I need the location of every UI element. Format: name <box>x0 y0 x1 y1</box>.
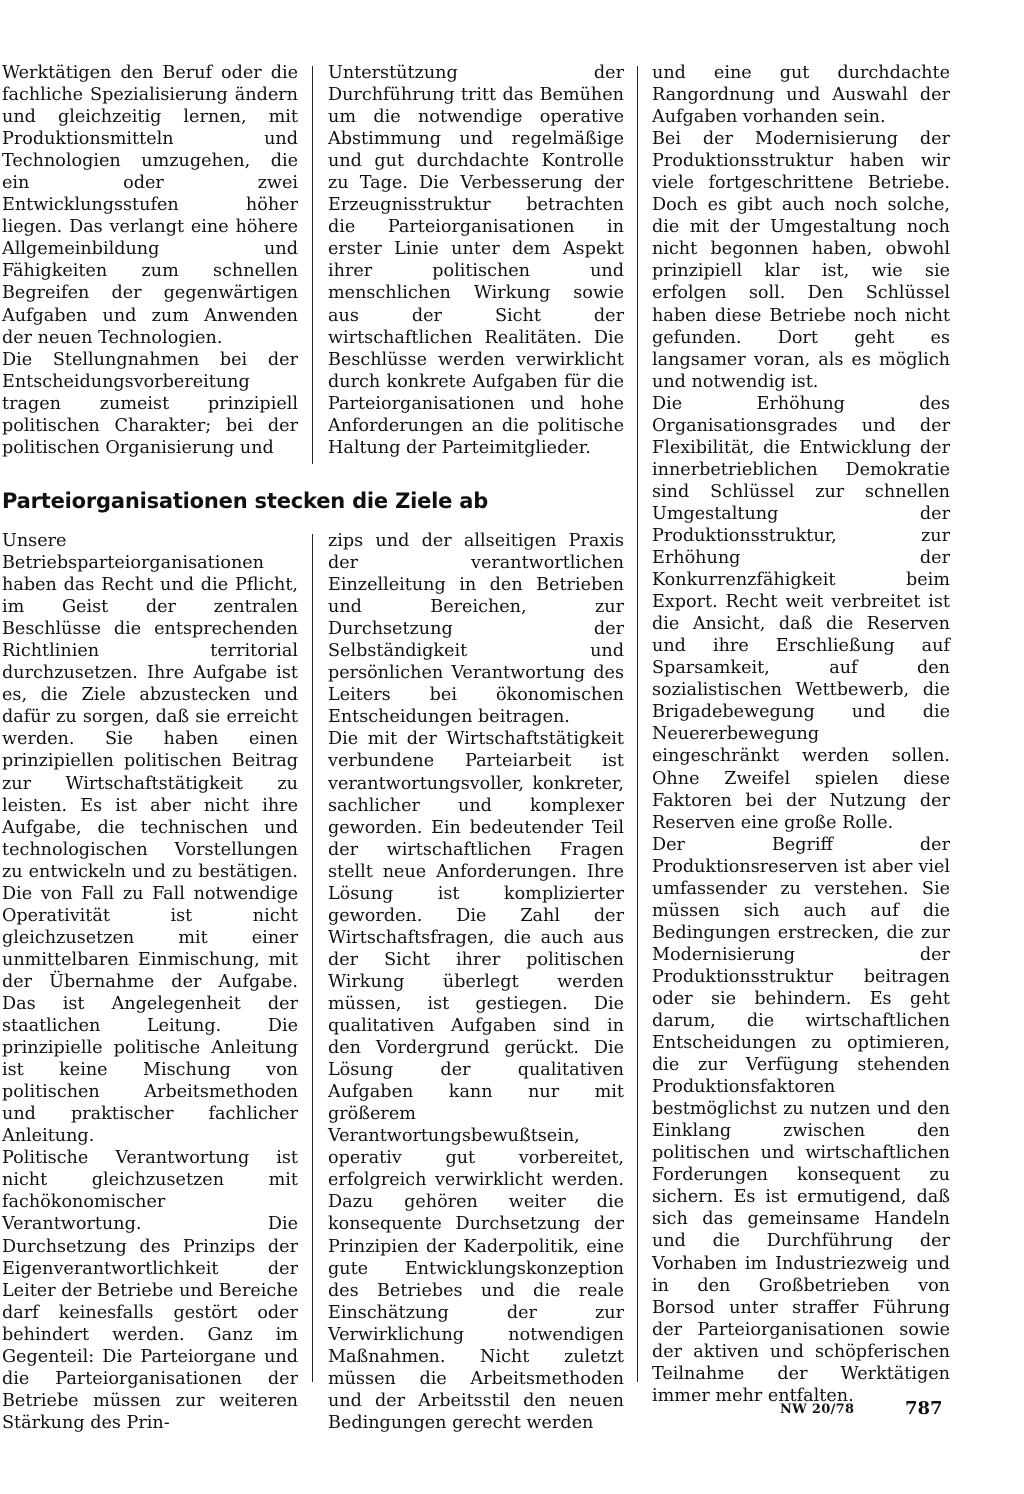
paragraph: Politische Verantwortung ist nicht gleichzusetzen mit fachökonomischer Verantwortung. Die Durchsetzung des Prinzips der Eigenverantwortlichkeit der Leiter der Betriebe und Bereiche darf keinesfalls gestört oder behindert werden. Ganz im Gegenteil: Die Parteiorgane und die Parteiorganisationen der Betriebe müssen zur weiteren Stärkung des Prin- <box>2 1148 298 1433</box>
column-divider <box>312 66 313 464</box>
bottom-left-column <box>2 530 298 1433</box>
journal-issue: NW 20/78 <box>780 1402 855 1417</box>
paragraph: Der Begriff der Produktionsreserven ist aber viel umfassender zu verstehen. Sie müssen sich auch auf die Bedingungen erstrecken, die zur Modernisierung der Produktionsstruktur beitragen oder sie behindern. Es geht darum, die wirtschaftlichen Entscheidungen zu optimieren, die zur Verfügung stehenden Produktionsfaktoren bestmöglichst zu nutzen und den Einklang zwischen den politischen und wirtschaftlichen Forderungen konsequent zu sichern. Es ist ermutigend, daß sich das gemeinsame Handeln und die Durchführung der Vorhaben im Industriezweig und in den Großbetrieben von Borsod unter straffer Führung der Parteiorganisationen sowie der aktiven und schöpferischen Teilnahme der Werktätigen immer mehr entfalten. <box>652 834 950 1406</box>
paragraph: Unsere Betriebsparteiorganisationen haben das Recht und die Pflicht, im Geist der zentralen Beschlüsse die entsprechenden Richtlinien territorial durchzusetzen. Ihre Aufgabe ist es, die Ziele abzustecken und dafür zu sorgen, daß sie erreicht werden. Sie haben einen prinzipiellen politischen Beitrag zur Wirtschaftstätigkeit zu leisten. Es ist aber nicht ihre Aufgabe, die technischen und technologischen Vorstellungen zu entwickeln und zu bestätigen. Die von Fall zu Fall notwendige Operativität ist nicht gleichzusetzen mit einer unmittelbaren Einmischung, mit der Übernahme der Aufgabe. Das ist Angelegenheit der staatlichen Leitung. Die prinzipielle politische Anleitung ist keine Mischung von politischen Arbeitsmethoden und praktischer fachlicher Anleitung. <box>2 531 298 1147</box>
top-left-column <box>2 62 298 464</box>
bottom-middle-column <box>328 530 624 1433</box>
paragraph: Unterstützung der Durchführung tritt das Bemühen um die notwendige operative Abstimmung und regelmäßige und gut durchdachte Kontrolle zu Tage. Die Verbesserung der Erzeugnisstruktur betrachten die Parteiorganisationen in erster Linie unter dem Aspekt ihrer politischen und menschlichen Wirkung sowie aus der Sicht der wirtschaftlichen Realitäten. Die Beschlüsse werden verwirklicht durch konkrete Aufgaben für die Parteiorganisationen und hohe Anforderungen an die politische Haltung der Parteimitglieder. <box>328 63 624 458</box>
top-middle-column <box>328 62 624 459</box>
paragraph: Werktätigen den Beruf oder die fachliche Spezialisierung ändern und gleichzeitig lernen, mit Produktionsmitteln und Technologien umzugehen, die ein oder zwei Entwicklungsstufen höher liegen. Das verlangt eine höhere Allgemeinbildung und Fähigkeiten zum schnellen Begreifen der gegenwärtigen Aufgaben und zum Anwenden der neuen Technologien. <box>2 63 298 348</box>
section-heading: Parteiorganisationen stecken die Ziele ab <box>2 489 489 513</box>
paragraph: und eine gut durchdachte Rangordnung und Auswahl der Aufgaben vorhanden sein. <box>652 63 950 128</box>
column-divider <box>637 66 638 1382</box>
right-column <box>652 62 950 1406</box>
paragraph: Die Erhöhung des Organisationsgrades und der Flexibilität, die Entwicklung der innerbetrieblichen Demokratie sind Schlüssel zur schnellen Umgestaltung der Produktionsstruktur, zur Erhöhung der Konkurrenzfähigkeit beim Export. Recht weit verbreitet ist die Ansicht, daß die Reserven und ihre Erschließung auf Sparsamkeit, auf den sozialistischen Wettbewerb, die Brigadebewegung und die Neuererbewegung eingeschränkt werden sollen. Ohne Zweifel spielen diese Faktoren bei der Nutzung der Reserven eine große Rolle. <box>652 393 950 833</box>
page-number: 787 <box>905 1398 943 1419</box>
paragraph: Bei der Modernisierung der Produktionsstruktur haben wir viele fortgeschrittene Betriebe. Doch es gibt auch noch solche, die mit der Umgestaltung noch nicht begonnen haben, obwohl prinzipiell klar ist, wie sie erfolgen soll. Den Schlüssel haben diese Betriebe noch nicht gefunden. Dort geht es langsamer voran, als es möglich und notwendig ist. <box>652 129 950 392</box>
paragraph: Die Stellungnahmen bei der Entscheidungsvorbereitung tragen zumeist prinzipiell politischen Charakter; bei der politischen Organisierung und <box>2 349 298 458</box>
column-divider <box>312 534 313 1382</box>
paragraph: Die mit der Wirtschaftstätigkeit verbundene Parteiarbeit ist verantwortungsvoller, konkreter, sachlicher und komplexer geworden. Ein bedeutender Teil der wirtschaftlichen Fragen stellt neue Anforderungen. Ihre Lösung ist komplizierter geworden. Die Zahl der Wirtschaftsfragen, die auch aus der Sicht ihrer politischen Wirkung überlegt werden müssen, ist gestiegen. Die qualitativen Aufgaben sind in den Vordergrund gerückt. Die Lösung der qualitativen Aufgaben kann nur mit größerem Verantwortungsbewußtsein, operativ gut vorbereitet, erfolgreich verwirklicht werden. Dazu gehören weiter die konsequente Durchsetzung der Prinzipien der Kaderpolitik, eine gute Entwicklungskonzeption des Betriebes und die reale Einschätzung der zur Verwirklichung notwendigen Maßnahmen. Nicht zuletzt müssen die Arbeitsmethoden und der Arbeitsstil den neuen Bedingungen gerecht werden <box>328 729 624 1433</box>
paragraph: zips und der allseitigen Praxis der verantwortlichen Einzelleitung in den Betrieben und Bereichen, zur Durchsetzung der Selbständigkeit und persönlichen Verantwortung des Leiters bei ökonomischen Entscheidungen beitragen. <box>328 531 624 728</box>
